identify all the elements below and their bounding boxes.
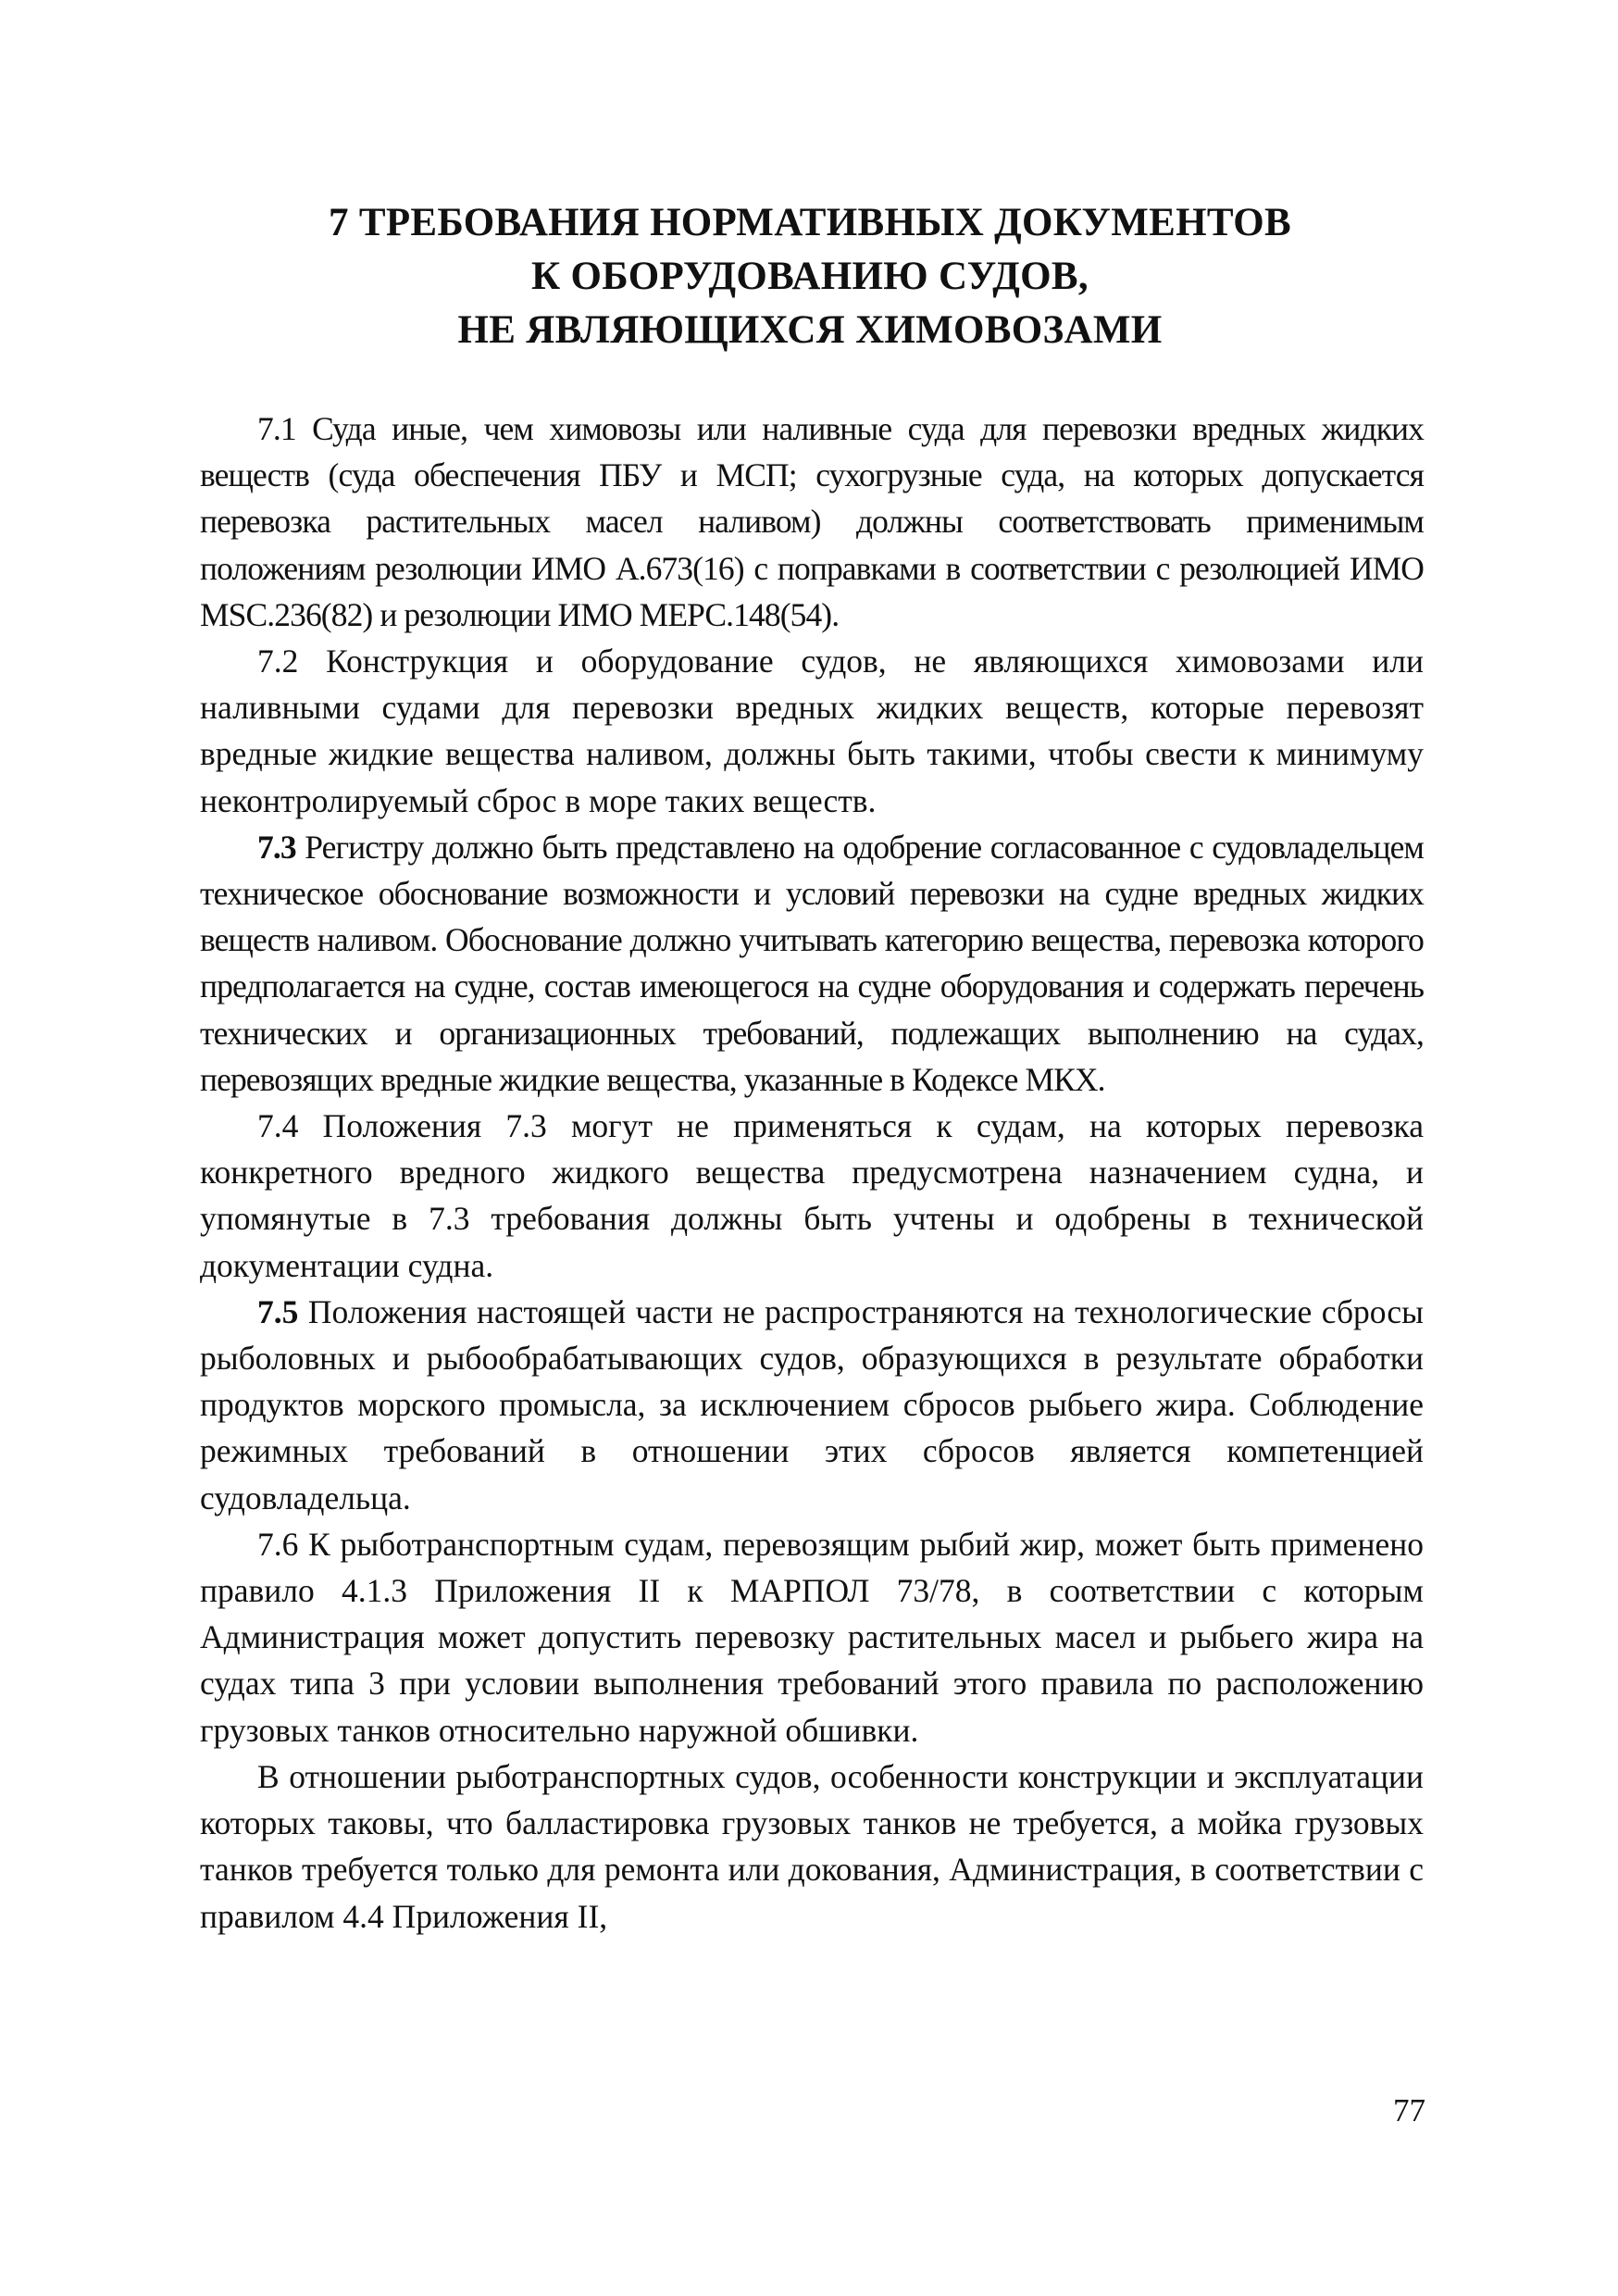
paragraph-text: Конструкция и оборудование судов, не являющихся химовозами или наливными судами для перевозки вредных жидких веществ, которые перевозят вредные жидкие вещества наливом, должны быть такими, чтобы свести к минимуму неконтролируемый сброс в море таких веществ. — [200, 643, 1424, 819]
paragraph-number: 7.4 — [257, 1107, 299, 1145]
paragraph-text: Суда иные, чем химовозы или наливные суда для перевозки вредных жидких веществ (суда обеспечения ПБУ и МСП; сухогрузные суда, на которых допускается перевозка растительных масел наливом) должны соответствовать применимым положениям резолюции ИМО А.673(16) с поправками в соответствии с резолюцией ИМО MSC.236(82) и резолюции ИМО МЕРС.148(54). — [200, 410, 1424, 633]
section-heading-line-3: НЕ ЯВЛЯЮЩИХСЯ ХИМОВОЗАМИ — [457, 308, 1163, 352]
paragraph-number: 7.5 — [257, 1292, 299, 1330]
section-heading — [194, 196, 1425, 357]
section-heading-line-2: К ОБОРУДОВАНИЮ СУДОВ, — [531, 255, 1089, 298]
paragraph-text: Регистру должно быть представлено на одобрение согласованное с судовладельцем техническое обоснование возможности и условий перевозки на судне вредных жидких веществ наливом. Обоснование должно учитывать категорию вещества, перевозка которого предполагается на судне, состав имеющегося на судне оборудования и содержать перечень технических и организационных требований, подлежащих выполнению на судах, перевозящих вредные жидкие вещества, указанные в Кодексе МКХ. — [200, 828, 1424, 1098]
paragraph-7-6 — [200, 1521, 1424, 1753]
paragraph-text: К рыботранспортным судам, перевозящим рыбий жир, может быть применено правило 4.1.3 Приложения II к МАРПОЛ 73/78, в соответствии с которым Администрация может допустить перевозку растительных масел и рыбьего жира на судах типа 3 при условии выполнения требований этого правила по расположению грузовых танков относительно наружной обшивки. — [200, 1525, 1424, 1749]
paragraph-7-5 — [200, 1289, 1424, 1521]
paragraph-number: 7.1 — [257, 410, 296, 447]
paragraph-7-3 — [200, 824, 1424, 1103]
paragraph-number: 7.6 — [257, 1525, 299, 1563]
paragraph-7-4 — [200, 1103, 1424, 1289]
paragraph-number: 7.2 — [257, 643, 299, 680]
paragraph-number: 7.3 — [257, 828, 296, 866]
paragraph-text: В отношении рыботранспортных судов, особенности конструкции и эксплуатации которых таковы, что балластировка грузовых танков не требуется, а мойка грузовых танков требуется только для ремонта или докования, Администрация, в соответствии с правилом 4.4 Приложения II, — [200, 1757, 1424, 1935]
paragraph-continuation — [200, 1753, 1424, 1940]
page-number: 77 — [1393, 2092, 1425, 2128]
section-body — [200, 406, 1424, 1940]
section-heading-line-1: 7 ТРЕБОВАНИЯ НОРМАТИВНЫХ ДОКУМЕНТОВ — [328, 201, 1292, 244]
paragraph-7-1 — [200, 406, 1424, 638]
paragraph-text: Положения настоящей части не распространяются на технологические сбросы рыболовных и рыбообрабатывающих судов, образующихся в результате обработки продуктов морского промысла, за исключением сбросов рыбьего жира. Соблюдение режимных требований в отношении этих сбросов является компетенцией судовладельца. — [200, 1292, 1424, 1516]
paragraph-text: Положения 7.3 могут не применяться к судам, на которых перевозка конкретного вредного жидкого вещества предусмотрена назначением судна, и упомянутые в 7.3 требования должны быть учтены и одобрены в технической документации судна. — [200, 1107, 1424, 1284]
paragraph-7-2 — [200, 638, 1424, 824]
